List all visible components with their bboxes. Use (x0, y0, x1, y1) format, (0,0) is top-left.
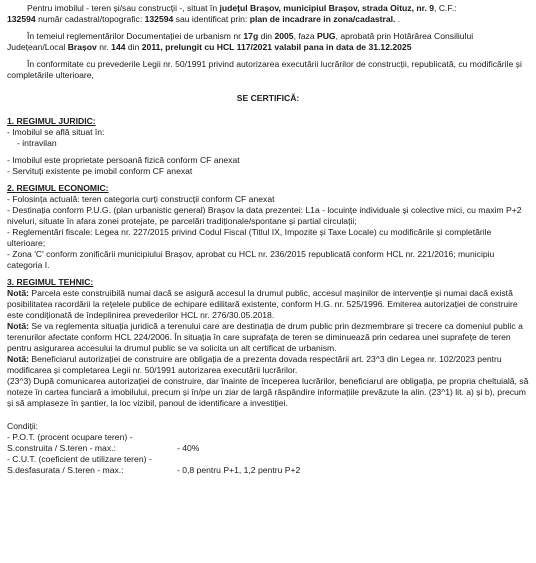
decision-validity: 2011, prelungit cu HCL 117/2021 valabil pana in data de 31.12.2025 (141, 42, 412, 52)
legal-regime-line: - intravilan (17, 138, 57, 148)
identification-plan: plan de incadrare in zona/cadastral. (249, 14, 396, 24)
intro-text: Pentru imobilul - teren și/sau construcții -, situat în (27, 3, 220, 13)
intro-text: În temeiul reglementărilor Documentației de urbanism nr (27, 31, 244, 41)
legal-regime-section (7, 116, 529, 177)
economic-regime-section (7, 183, 529, 271)
intro-text: , C.F.: (434, 3, 457, 13)
doc-phase: PUG (316, 31, 336, 41)
intro-text: , aprobată prin Hotărârea Consiliului Județean/Local (7, 31, 474, 52)
technical-note (7, 321, 529, 354)
technical-note (7, 288, 529, 321)
intro-paragraph-property (7, 3, 529, 25)
technical-note (7, 354, 529, 376)
decision-number: 144 (111, 42, 126, 52)
cut-row-label: S.desfasurata / S.teren - max.: (7, 465, 124, 475)
technical-regime-title: 3. REGIMUL TEHNIC: (7, 277, 94, 287)
technical-regime-section (7, 277, 529, 409)
economic-regime-line: - Reglementări fiscale: Legea nr. 227/2015 privind Codul Fiscal (Titlul IX, Impozite și Taxe Locale) cu modificările și completările ulterioare; (7, 227, 492, 248)
intro-text: sau identificat prin: (173, 14, 250, 24)
cf-number: 132594 (7, 14, 36, 24)
doc-year: 2005 (274, 31, 294, 41)
legal-regime-line: - Imobilul este proprietate persoană fizică conform CF anexat (7, 155, 240, 165)
conditions-title: Condiții: (7, 421, 39, 431)
note-label: Notă: (7, 354, 29, 364)
council-city: Brașov (67, 42, 97, 52)
note-text: Beneficiarul autorizației de construire are obligația de a prezenta dovada respectării art. 23^3 din Legea nr. 102/2023 pentru modificarea și completarea Legii nr. 50/1991 autorizarea executării lucrărilor. (7, 354, 502, 375)
intro-text: din (258, 31, 275, 41)
legal-regime-title: 1. REGIMUL JURIDIC: (7, 116, 96, 126)
economic-regime-line: - Destinația conform P.U.G. (plan urbanistic general) Brașov la data prezentei: L1a - locuințe individuale și colective mici, cu maxim P+2 niveluri, situate în afara zonei protejate, pe parcelări tradiționale/spontane și partial circulații; (7, 205, 522, 226)
property-location: județul Brașov, municipiul Brașov, strada Oituz, nr. 9 (219, 3, 435, 13)
economic-regime-line: - Folosința actuală: teren categoria curți construcții conform CF anexat (7, 194, 275, 204)
pot-value: - 40% (177, 443, 200, 453)
intro-text: din (125, 42, 142, 52)
economic-regime-line: - Zona 'C' conform zonificării municipiului Brașov, aprobat cu HCL nr. 236/2015 republicată conform HCL nr. 221/2016; municipiu categoria I. (7, 249, 495, 270)
cut-label: - C.U.T. (coeficient de utilizare teren) - (7, 454, 152, 464)
intro-text: , faza (293, 31, 317, 41)
note-text: Se va reglementa situația juridică a terenului care are destinația de drum public prin dezmembrare și trecere ca domeniul public a terenurilor afectate conform HCL 224/2006. În situația în care suprafața de teren se diminuează prin cedarea unei suprafețe de teren pentru asigurarea accesului la drumul public se va solicita un alt certificat de urbanism. (7, 321, 523, 353)
intro-paragraph-law: În conformitate cu prevederile Legii nr. 50/1991 privind autorizarea executării lucrărilor de construcții, republicată, cu modificările și completările ulterioare, (7, 59, 522, 80)
pot-row (7, 443, 529, 454)
economic-regime-title: 2. REGIMUL ECONOMIC: (7, 183, 109, 193)
conditions-section (7, 421, 529, 476)
intro-text: nr. (96, 42, 112, 52)
intro-text: . (395, 14, 401, 24)
note-label: Notă: (7, 321, 29, 331)
pot-row-label: S.construita / S.teren - max.: (7, 443, 116, 453)
pot-label: - P.O.T. (procent ocupare teren) - (7, 432, 133, 442)
note-text: Parcela este construibilă numai dacă se asigură accesul la drumul public, accesul mașinilor de intervenție și numai dacă există posibilitatea racordării la rețelele publice de echipare edilitară existente, conform H.G. nr. 525/1996. Emiterea autorizației de construire este condiționată de îndeplinirea prevederilor HCL nr. 276/30.05.2018. (7, 288, 518, 320)
intro-text: număr cadastral/topografic: (35, 14, 145, 24)
note-label: Notă: (7, 288, 29, 298)
cadastral-number: 132594 (144, 14, 174, 24)
cut-value: - 0,8 pentru P+1, 1,2 pentru P+2 (177, 465, 301, 475)
legal-regime-line: - Servituți existente pe imobil conform CF anexat (7, 166, 193, 176)
certifies-heading: SE CERTIFICĂ: (236, 93, 300, 103)
doc-number: 17g (243, 31, 259, 41)
legal-regime-line: - Imobilul se află situat în: (7, 127, 105, 137)
cut-row (7, 465, 529, 476)
intro-paragraph-documentation (7, 31, 529, 53)
technical-note: (23^3) După comunicarea autorizației de construire, dar înainte de începerea lucrărilor, beneficiarul are obligația, pe propria cheltuială, să noteze în cartea funciară a imobilului, precum și în/pe un ziar de largă răspândire informațiile prevăzute la alin. (23^1) lit. a) și b), precum și să amplaseze în șantier, la loc vizibil, panoul de identificare a investiției. (7, 376, 529, 408)
